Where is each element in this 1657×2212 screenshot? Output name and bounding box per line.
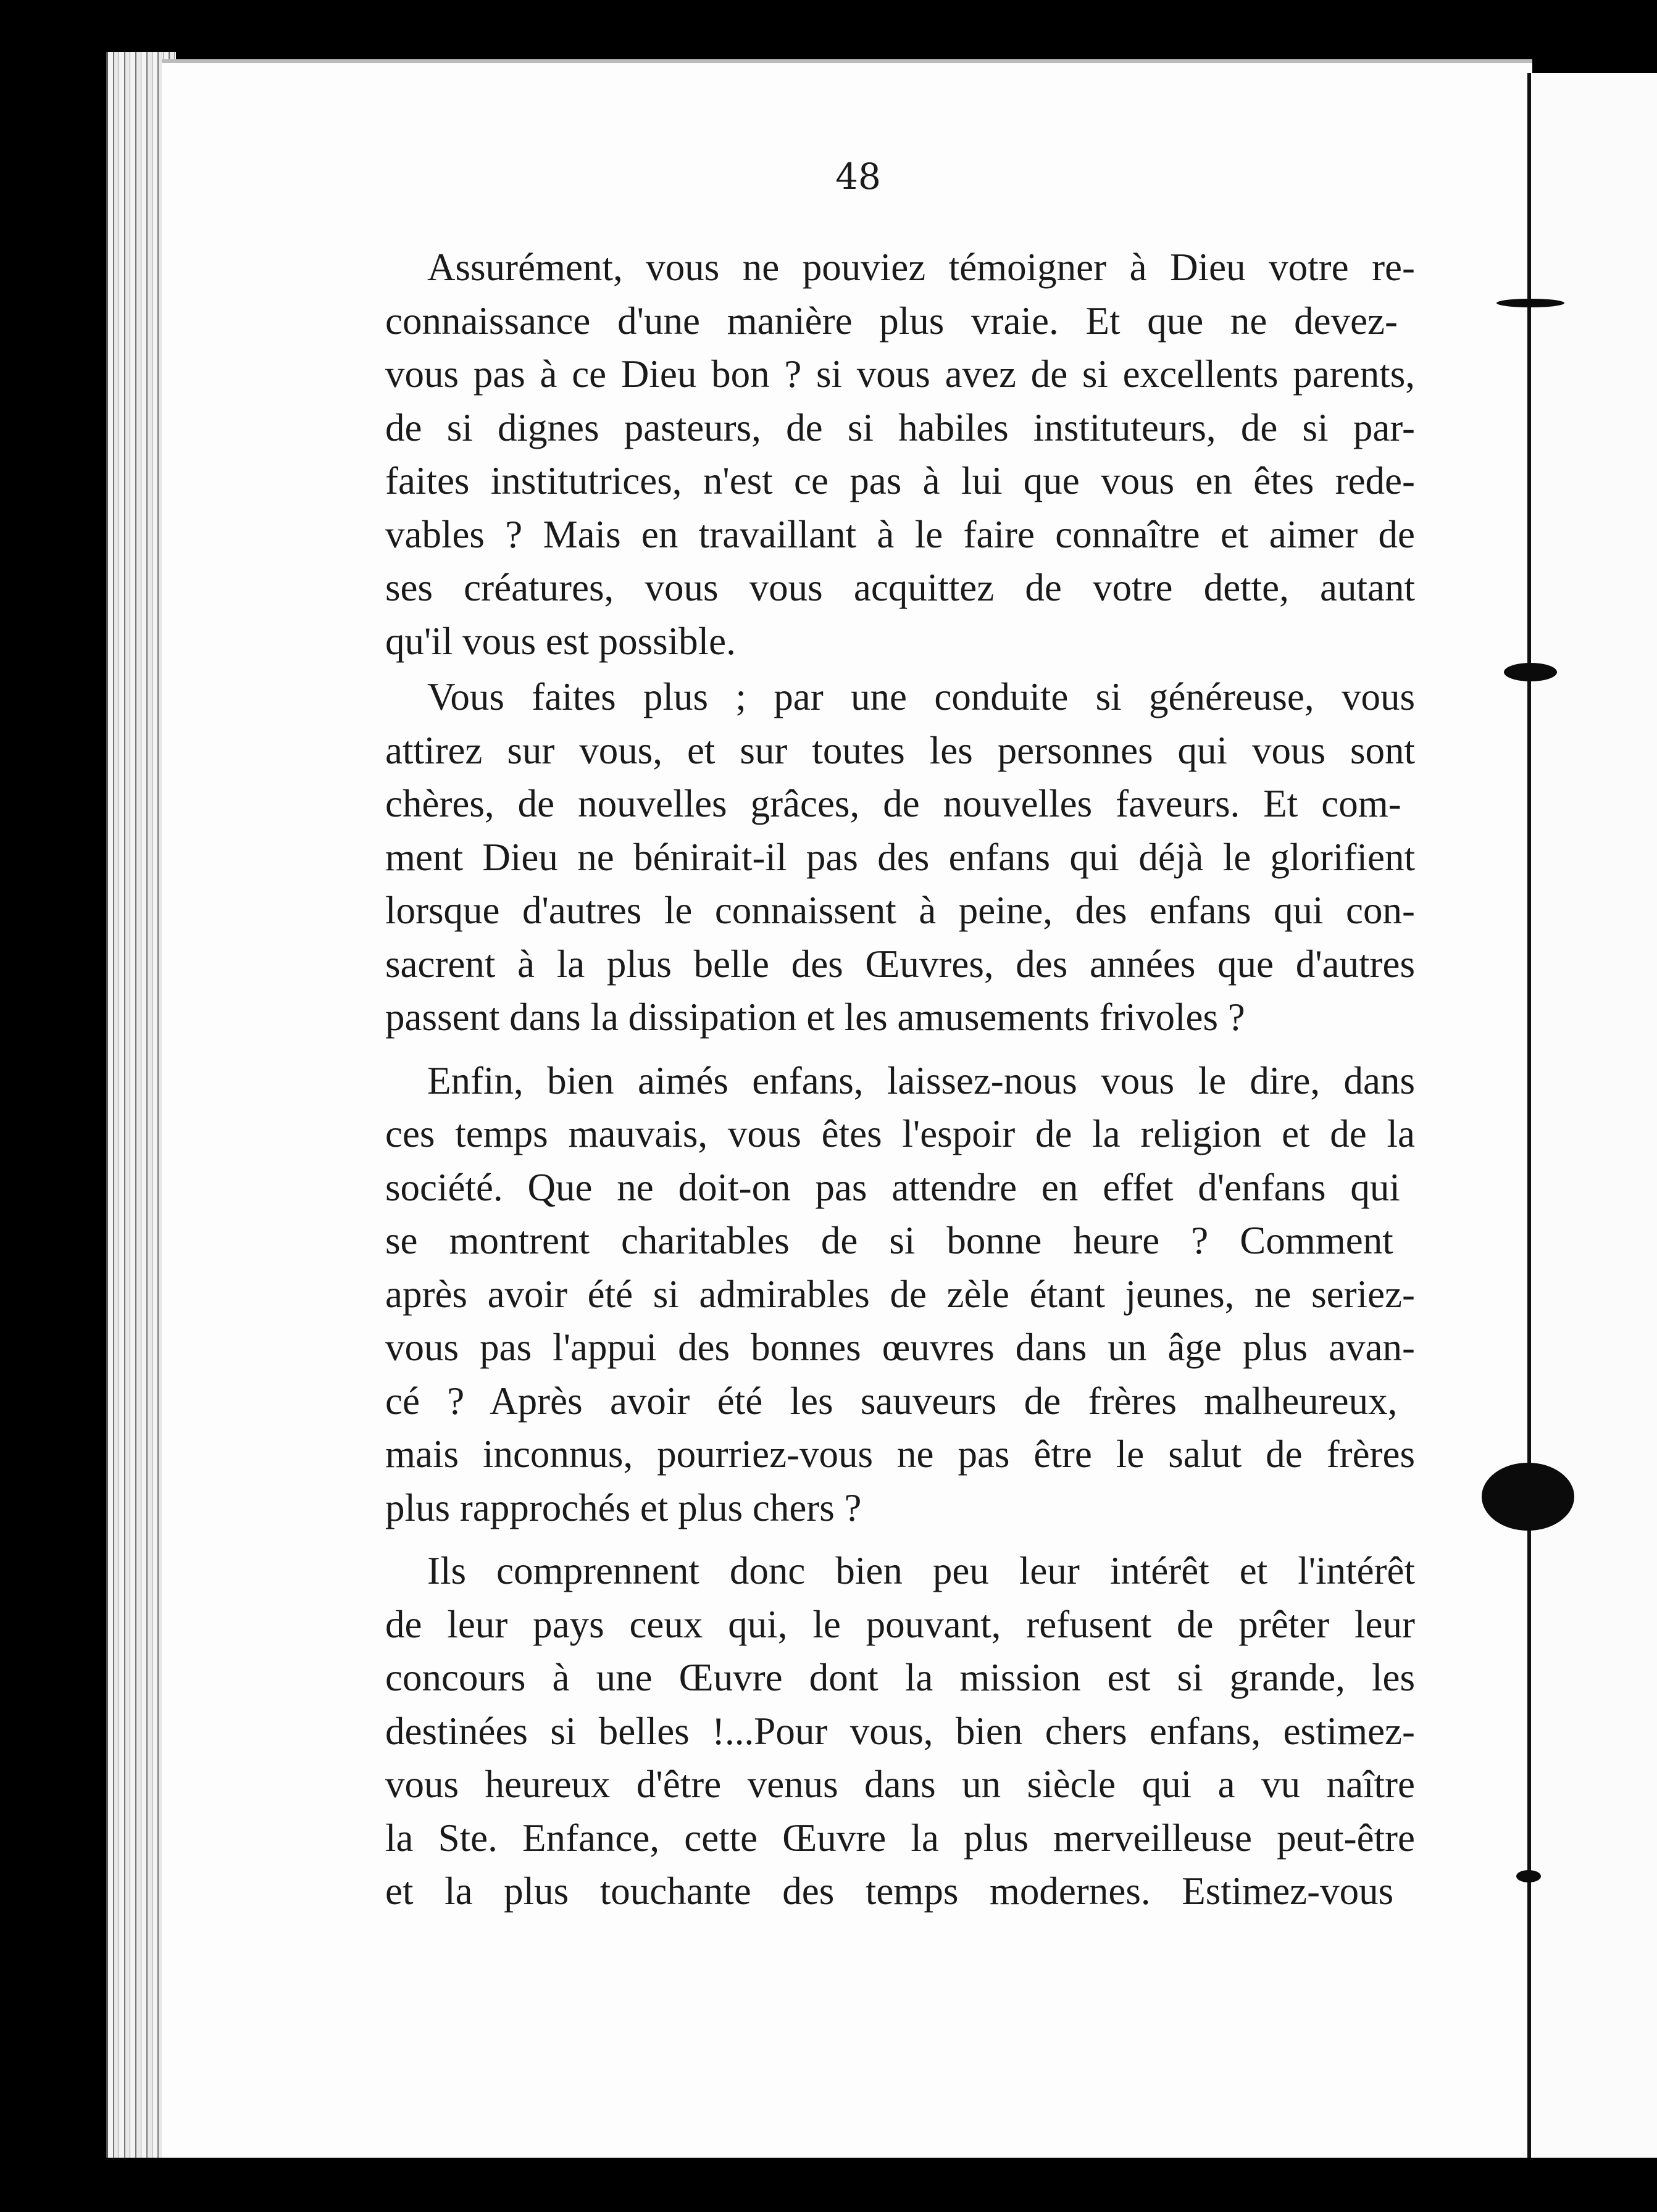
text-line: Vous faites plus ; par une conduite si généreuse, vous [427,675,1415,718]
text-line: sacrent à la plus belle des Œuvres, des années que d'autres [385,942,1415,986]
text-line: vous pas l'appui des bonnes œuvres dans un âge plus avan- [385,1326,1415,1369]
facing-page-edge [1532,73,1657,2158]
text-line: destinées si belles !...Pour vous, bien chers enfans, estimez- [385,1709,1415,1753]
paragraph [343,241,1415,668]
text-line: de si dignes pasteurs, de si habiles instituteurs, de si par- [385,405,1415,449]
binding-mark [1516,1870,1541,1882]
gutter-shadow [1527,73,1531,2158]
paragraph [343,1544,1415,1918]
text-line: vous heureux d'être venus dans un siècle qui a vu naître [385,1763,1415,1806]
binding-mark [1482,1463,1574,1531]
text-line: ses créatures, vous vous acquittez de votre dette, autant [385,566,1415,609]
text-line: attirez sur vous, et sur toutes les personnes qui vous sont [385,728,1415,772]
text-line: qu'il vous est possible. [385,619,736,663]
paragraph [343,670,1415,1044]
text-line: plus rapprochés et plus chers ? [385,1486,862,1529]
text-line: concours à une Œuvre dont la mission est si grande, les [385,1656,1415,1699]
scan-border-bottom [0,2158,1657,2212]
text-line: Ils comprennent donc bien peu leur intérêt et l'intérêt [427,1549,1415,1592]
page-number: 48 [835,156,881,198]
text-line: passent dans la dissipation et les amusements frivoles ? [385,996,1245,1039]
text-line: de leur pays ceux qui, le pouvant, refusent de prêter leur [385,1602,1415,1646]
text-line: se montrent charitables de si bonne heure ? Comment [385,1219,1393,1262]
text-line: et la plus touchante des temps modernes. Estimez-vous [385,1869,1394,1913]
text-line: connaissance d'une manière plus vraie. Et que ne devez- [385,299,1398,343]
binding-mark [1496,299,1564,307]
text-line: mais inconnus, pourriez-vous ne pas être le salut de frères [385,1432,1415,1476]
text-line: faites institutrices, n'est ce pas à lui que vous en êtes rede- [385,459,1415,502]
text-line: ces temps mauvais, vous êtes l'espoir de la religion et de la [385,1112,1415,1155]
text-line: lorsque d'autres le connaissent à peine, des enfans qui con- [385,889,1415,932]
text-line: Enfin, bien aimés enfans, laissez-nous vous le dire, dans [427,1058,1415,1102]
text-line: ment Dieu ne bénirait-il pas des enfans qui déjà le glorifient [385,835,1415,879]
text-line: chères, de nouvelles grâces, de nouvelles faveurs. Et com- [385,782,1401,825]
binding-mark [1504,663,1557,681]
text-line: vous pas à ce Dieu bon ? si vous avez de si excellents parents, [385,352,1415,396]
text-line: vables ? Mais en travaillant à le faire connaître et aimer de [385,512,1415,556]
text-line: cé ? Après avoir été les sauveurs de frères malheureux, [385,1379,1398,1423]
text-line: après avoir été si admirables de zèle étant jeunes, ne seriez- [385,1272,1415,1316]
body-text [343,241,1415,1918]
paragraph [343,1054,1415,1535]
text-line: Assurément, vous ne pouviez témoigner à Dieu votre re- [427,246,1415,289]
text-line: la Ste. Enfance, cette Œuvre la plus merveilleuse peut-être [385,1816,1415,1860]
text-line: société. Que ne doit-on pas attendre en effet d'enfans qui [385,1165,1400,1209]
